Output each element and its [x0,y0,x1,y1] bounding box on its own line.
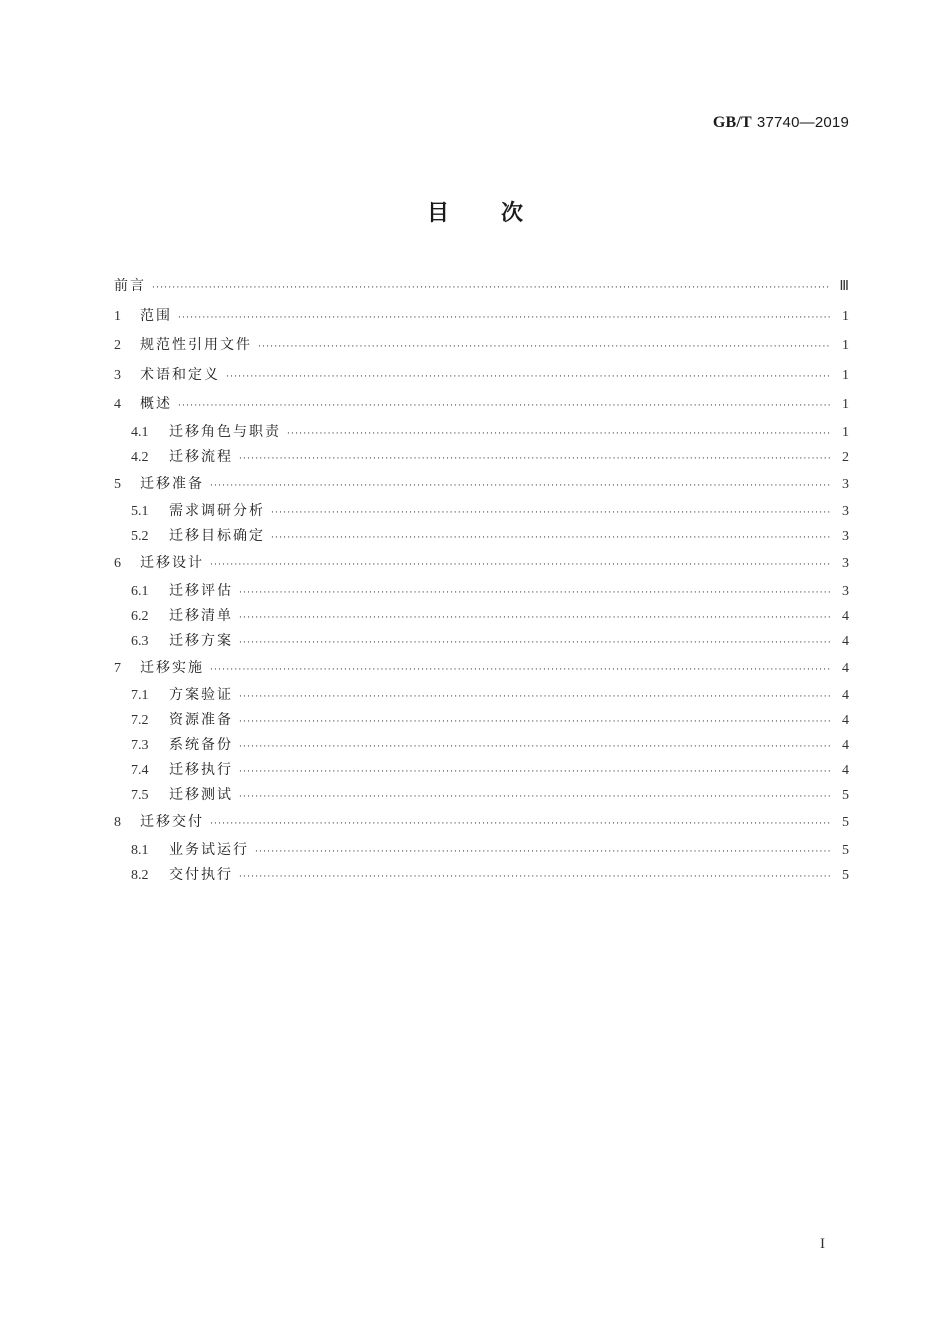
toc-entry-label: 迁移流程 [169,448,233,465]
toc-entry-label: 迁移执行 [169,762,233,778]
dot-leader [239,710,831,735]
toc-entry[interactable] [114,390,849,420]
toc-entry[interactable] [114,838,849,863]
dot-leader [239,447,831,472]
toc-entry-number: 5.2 [131,529,149,544]
standard-code [713,113,849,132]
dot-leader [178,304,831,334]
toc-entry-label: 迁移实施 [140,659,204,676]
toc-entry-label: 迁移目标确定 [169,528,265,544]
page-title [0,196,950,227]
toc-entry-number: 7 [114,660,121,676]
toc-entry[interactable] [114,549,849,579]
toc-entry-page: 1 [842,308,849,324]
toc-entry[interactable] [114,808,849,838]
toc-entry-page: 5 [842,842,849,858]
dot-leader [239,685,831,710]
dot-leader [239,785,831,810]
toc-entry-label: 术语和定义 [140,366,220,383]
toc-entry-page: 4 [842,713,849,728]
toc-entry-page: 3 [842,529,849,544]
toc-entry-number: 7.2 [131,713,149,728]
dot-leader [210,551,831,581]
toc-entry-number: 8 [114,815,121,830]
dot-leader [271,526,831,551]
toc-entry-page: 1 [842,424,849,440]
toc-entry-page: 4 [842,608,849,624]
toc-entry-label: 迁移设计 [140,555,204,571]
dot-leader [255,840,831,865]
dot-leader [239,581,831,606]
dot-leader [239,631,831,656]
toc-entry[interactable] [114,420,849,445]
toc-entry-label: 规范性引用文件 [140,337,252,353]
toc-entry[interactable] [114,499,849,524]
dot-leader [226,363,831,393]
toc-entry-label: 交付执行 [169,866,233,883]
toc-entry-number: 6.3 [131,633,149,649]
toc-entry-label: 迁移测试 [169,787,233,803]
toc-entry-number: 6 [114,556,121,571]
toc-entry-page: 5 [842,788,849,803]
toc-entry-page: 4 [842,763,849,778]
toc-entry-label: 方案验证 [169,687,233,703]
dot-leader [210,472,831,502]
toc-entry-label: 迁移评估 [169,582,233,599]
toc-entry-number: 3 [114,367,121,383]
toc-entry[interactable] [114,302,849,332]
toc-entry-label: 概述 [140,396,172,412]
toc-entry-page: 4 [842,660,849,676]
toc-entry[interactable] [114,683,849,708]
toc-entry-number: 4 [114,397,121,412]
toc-entry[interactable] [114,445,849,470]
toc-entry-label: 迁移准备 [140,475,204,492]
toc-entry-page: 5 [842,815,849,830]
toc-entry[interactable] [114,470,849,500]
toc-entry-page: 4 [842,633,849,649]
toc-entry-label: 迁移交付 [140,814,204,830]
dot-leader [178,392,831,422]
toc-entry-number: 6.2 [131,608,149,624]
toc-entry-number: 1 [114,308,121,324]
toc-entry-page: 3 [842,504,849,519]
dot-leader [210,810,831,840]
toc-entry-page: 2 [842,449,849,465]
toc-entry[interactable] [114,361,849,391]
toc-entry[interactable] [114,708,849,733]
toc-entry-label: 业务试运行 [169,841,249,858]
toc-entry[interactable] [114,758,849,783]
toc-entry-number: 5.1 [131,504,149,519]
toc-entry-number: 7.1 [131,688,149,703]
toc-entry-page: 3 [842,556,849,571]
toc-entry-number: 8.2 [131,867,149,883]
title-char-1: 目 [426,201,449,226]
title-char-2: 次 [501,201,524,226]
toc-entry-page: 1 [842,338,849,353]
toc-entry[interactable] [114,604,849,629]
standard-prefix: GB/T [712,114,752,131]
toc-entry[interactable] [114,579,849,604]
toc-entry-number: 2 [114,338,121,353]
dot-leader [271,501,831,526]
dot-leader [210,656,831,686]
toc-entry-number: 5 [114,476,121,492]
table-of-contents [114,272,849,888]
toc-entry-label: 系统备份 [169,737,233,753]
toc-entry-page: 4 [842,738,849,753]
toc-entry-number: 7.4 [131,763,149,778]
toc-entry-label: 资源准备 [169,712,233,728]
toc-entry-label: 迁移角色与职责 [169,423,281,440]
toc-entry-label: 范围 [140,307,172,324]
toc-entry-number: 6.1 [131,583,149,599]
dot-leader [152,274,831,304]
dot-leader [287,422,831,447]
toc-entry[interactable] [114,629,849,654]
toc-entry[interactable] [114,733,849,758]
toc-entry-page: Ⅲ [839,279,849,294]
dot-leader [258,333,831,363]
dot-leader [239,865,831,890]
toc-entry[interactable] [114,331,849,361]
dot-leader [239,760,831,785]
toc-entry-label: 前言 [114,278,146,294]
page-number: I [820,1236,825,1252]
dot-leader [239,606,831,631]
toc-entry[interactable] [114,863,849,888]
toc-entry-label: 需求调研分析 [169,503,265,519]
toc-entry-number: 7.5 [131,788,149,803]
toc-entry-page: 3 [842,476,849,492]
toc-entry-number: 7.3 [131,738,149,753]
toc-entry-number: 8.1 [131,842,149,858]
toc-entry-label: 迁移方案 [169,632,233,649]
toc-entry-page: 1 [842,397,849,412]
toc-entry[interactable] [114,783,849,808]
standard-number: 37740—2019 [756,114,849,131]
toc-entry-number: 4.2 [131,449,149,465]
toc-entry-number: 4.1 [131,424,149,440]
toc-entry-page: 3 [842,583,849,599]
toc-entry[interactable] [114,524,849,549]
toc-entry-label: 迁移清单 [169,607,233,624]
toc-entry[interactable] [114,654,849,684]
dot-leader [239,735,831,760]
toc-entry[interactable] [114,272,849,302]
toc-entry-page: 1 [842,367,849,383]
toc-entry-page: 5 [842,867,849,883]
toc-entry-page: 4 [842,688,849,703]
